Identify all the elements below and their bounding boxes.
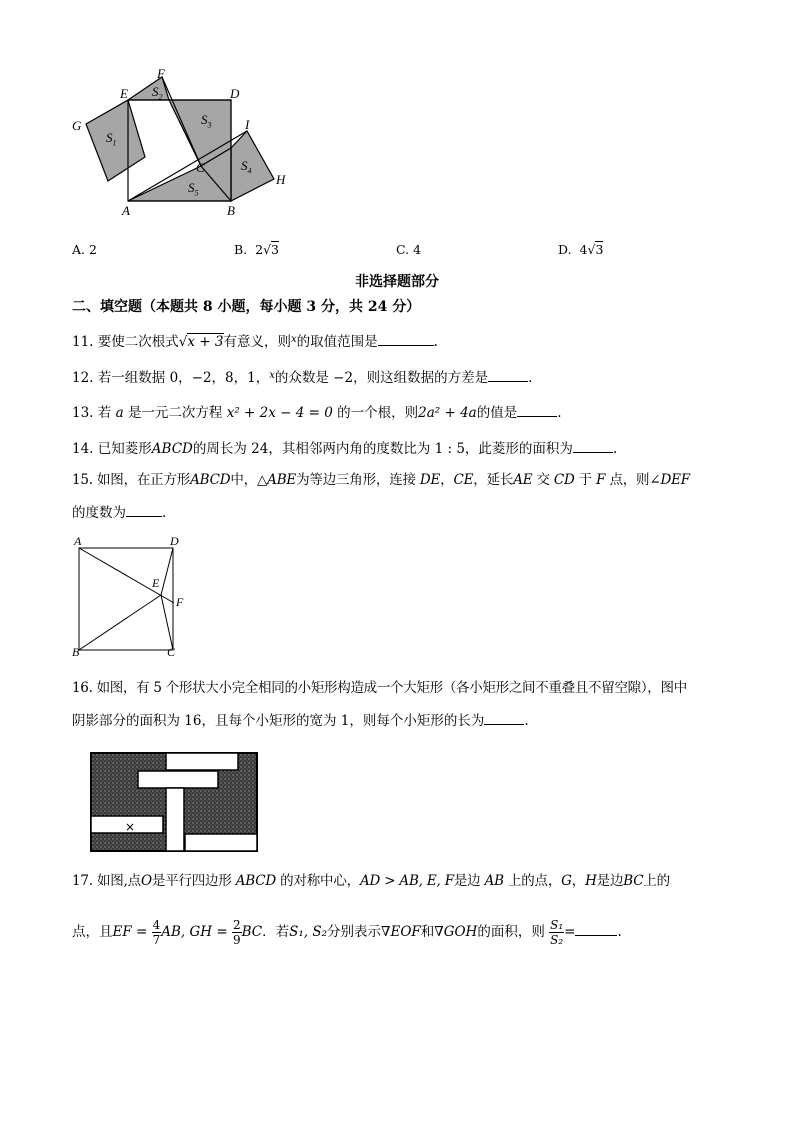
small-rect-top [166,753,238,770]
question-14: 14. 已知菱形ABCD的周长为 24，其相邻两内角的度数比为 1 : 5，此菱形的面积为 . [72,438,617,459]
question-12: 12. 若一组数据 0，−2，8，1，$^x$的众数是 −2，则这组数据的方差是 . [72,366,532,388]
region-label-s5: $S_5$ [188,180,199,198]
region-label-s1: $S_1$ [106,130,117,148]
sqrt-sign: √ [263,242,272,257]
question-16-line2: 阴影部分的面积为 16，且每个小矩形的宽为 1，则每个小矩形的长为 . [72,710,529,731]
label-C: C [196,160,205,175]
fraction-4-7: $\frac{4}{7}$ [152,918,161,947]
radicand: 3 [271,242,279,257]
line-de [161,548,173,595]
fraction-2-9: $\frac{2}{9}$ [232,918,241,947]
label-B: B [227,203,235,218]
option-value: 2 [255,242,264,257]
q10-option-d[interactable] [558,240,603,260]
small-rect-vertical [166,788,184,851]
line-be [79,595,161,650]
option-letter: A. [72,242,86,257]
region-s4 [231,131,274,201]
option-letter: D. [558,242,572,257]
answer-blank[interactable] [484,710,524,725]
answer-blank[interactable] [126,502,162,517]
q16-mark: × [125,820,136,834]
q15-label-D: D [170,534,179,548]
answer-blank[interactable] [517,402,557,417]
line-ce [161,595,173,650]
answer-blank[interactable] [575,921,617,936]
sqrt-sign: √ [587,242,596,257]
question-16-line1: 16. 如图，有 5 个形状大小完全相同的小矩形构造成一个大矩形（各小矩形之间不重叠且不留空隙），图中 [72,680,687,696]
answer-blank[interactable] [488,367,528,382]
label-F: F [157,66,165,81]
line-ae [79,548,174,603]
q15-label-F: F [176,595,184,609]
q15-figure [70,540,190,658]
radicand: 3 [595,242,604,257]
question-13: 13. 若 a 是一元二次方程 x² + 2x − 4 = 0 的一个根，则2a² + 4a的值是 . [72,402,562,423]
q10-option-a[interactable] [72,240,97,260]
option-value: 4 [413,242,422,257]
label-H: H [276,172,286,187]
fraction-s1-s2: $\frac{\text{S₁}}{\text{S₂}}$ [550,918,564,947]
label-I: I [245,117,250,132]
question-15-line1: 15. 如图，在正方形ABCD中，△ABE为等边三角形，连接 DE，CE，延长AE 交 CD 于 F 点，则∠DEF [72,472,690,488]
small-rect-right [185,834,257,851]
question-15-line2: 的度数为 . [72,502,166,523]
label-D: D [230,86,240,101]
option-value: 2 [89,242,97,257]
part-heading: 二、填空题（本题共 8 小题，每小题 3 分，共 24 分） [72,299,421,315]
answer-blank[interactable] [573,438,613,453]
label-E: E [120,86,128,101]
question-17-line1: 17. 如图,点O是平行四边形 ABCD 的对称中心，AD > AB, E, F是边 AB 上的点，G，H是边BC上的 [72,873,670,889]
option-letter: B. [234,242,248,257]
q16-figure [88,750,260,854]
small-rect-middle [138,771,218,788]
question-17-line2: 点，且EF = $\frac{4}{7}$ AB, GH = $\frac{2}{9}$ BC．若S₁, S₂分别表示∇EOF和∇GOH的面积，则 $\frac{\text{S₁}}{\text{S₂}}$ = . [72,918,622,947]
q15-label-A: A [74,534,82,548]
q10-option-c[interactable] [396,240,421,260]
q10-option-b[interactable] [234,240,279,260]
region-label-s3: $S_3$ [201,112,212,130]
q15-label-C: C [167,645,176,659]
q15-label-E: E [152,576,160,590]
label-A: A [122,203,130,218]
section-heading: 非选择题部分 [355,274,439,290]
question-11: 11. 要使二次根式√x + 3有意义，则$^x$的取值范围是 . [72,330,438,352]
region-label-s2: $S_2$ [152,84,163,102]
label-G: G [72,118,82,133]
square-abcd [79,548,173,650]
option-letter: C. [396,242,410,257]
option-value: 4 [579,242,588,257]
answer-blank[interactable] [378,331,434,346]
q10-figure [60,62,300,222]
q15-label-B: B [72,645,80,659]
region-label-s4: $S_4$ [241,158,252,176]
sqrt-sign: √ [178,334,188,350]
